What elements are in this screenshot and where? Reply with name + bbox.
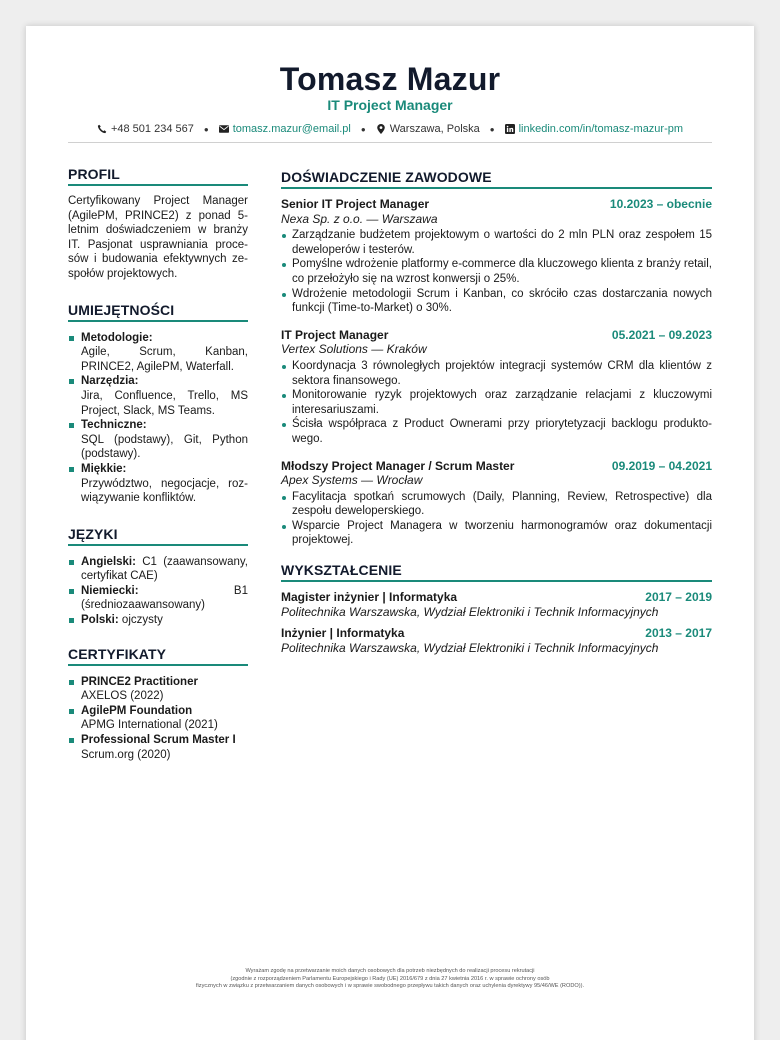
linkedin-link[interactable]: linkedin.com/in/tomasz-mazur-pm xyxy=(518,123,684,135)
certificate-issuer: APMG International (2021) xyxy=(81,719,218,732)
profile-heading: PROFIL xyxy=(68,166,248,186)
list-item xyxy=(68,462,248,506)
contact-phone xyxy=(97,123,194,135)
envelope-icon xyxy=(219,124,229,134)
list-item: Wsparcie Project Managera w tworzeniu harmonogramów oraz dokumentacji projektowej. xyxy=(281,519,712,548)
certificate-name: Professional Scrum Master I xyxy=(81,734,236,747)
certificates-list xyxy=(68,675,248,763)
consent-line: fizycznych w związku z przetwarzaniem danych osobowych i w sprawie swobodnego przepływu takich danych oraz uchylenia dyrektywy 95/46/WE (RODO)). xyxy=(196,983,584,990)
job-company: Apex Systems — Wrocław xyxy=(281,473,423,488)
education-entry xyxy=(281,626,712,655)
list-item xyxy=(68,555,248,584)
skill-value: SQL (podstawy), Git, Python (podstawy). xyxy=(81,433,248,461)
language-label: Niemiecki: xyxy=(81,584,139,597)
job-bullets xyxy=(281,490,712,548)
list-item: Ścisła współpraca z Product Ownerami przy priorytetyzacji backlogu produktowego. xyxy=(281,417,712,446)
consent-line: Wyrażam zgodę na przetwarzanie moich danych osobowych dla potrzeb niezbędnych do realizacji procesu rekrutacji xyxy=(245,968,535,974)
list-item: Pomyślne wdrożenie platformy e-commerce dla kluczowego klienta z branży retail, co przełożyło się na wzrost konwersji o 25%. xyxy=(281,257,712,286)
list-item: Wdrożenie metodologii Scrum i Kanban, co skróciło czas dostarczania nowych funkcji (Time-to-Market) o 30%. xyxy=(281,287,712,316)
education-entry xyxy=(281,590,712,619)
phone-icon xyxy=(97,124,107,134)
education-degree: Magister inżynier | Informatyka xyxy=(281,590,458,605)
skill-label: Metodologie: xyxy=(81,331,153,344)
map-pin-icon xyxy=(376,124,386,134)
list-item: Facylitacja spotkań scrumowych (Daily, Planning, Review, Retrospective) dla zespołu deweloperskiego. xyxy=(281,490,712,519)
job-role: Młodszy Project Manager / Scrum Master xyxy=(281,458,515,473)
languages-section xyxy=(68,526,248,628)
job-entry xyxy=(281,459,712,549)
job-company: Nexa Sp. z o.o. — Warszawa xyxy=(281,211,438,226)
skills-list xyxy=(68,331,248,506)
job-header xyxy=(281,459,712,474)
profile-text: Certyfikowany Project Manager (AgilePM, PRINCE2) z ponad 5-letnim doświadczeniem w branży IT. Pasjonat usprawniania procesów i budowania efektywnych zespołów projektowych. xyxy=(68,195,248,280)
language-value: B1 (średniozaawansowany) xyxy=(81,584,248,612)
certificate-name: PRINCE2 Practitioner xyxy=(81,675,198,688)
job-company: Vertex Solutions — Kraków xyxy=(281,342,427,357)
skills-section xyxy=(68,302,248,506)
separator-dot: ● xyxy=(489,124,495,134)
left-column xyxy=(68,166,248,776)
job-dates: 05.2021 – 09.2023 xyxy=(611,327,712,342)
job-entry xyxy=(281,197,712,316)
resume-header xyxy=(26,26,754,143)
profile-section xyxy=(68,166,248,282)
phone-text: +48 501 234 567 xyxy=(110,123,194,135)
education-dates: 2017 – 2019 xyxy=(645,590,712,605)
skill-label: Techniczne: xyxy=(81,419,147,432)
content-columns xyxy=(68,166,712,776)
list-item xyxy=(68,733,248,762)
education-section xyxy=(281,562,712,655)
right-column xyxy=(281,166,712,776)
email-link[interactable]: tomasz.mazur@email.pl xyxy=(232,123,351,135)
job-dates: 10.2023 – obecnie xyxy=(609,197,712,211)
skills-heading: UMIEJĘTNOŚCI xyxy=(68,302,248,322)
job-entry xyxy=(281,328,712,447)
education-school: Politechnika Warszawska, Wydział Elektroniki i Technik Informacyjnych xyxy=(281,604,659,619)
list-item xyxy=(68,613,248,628)
languages-list xyxy=(68,555,248,628)
education-degree: Inżynier | Informatyka xyxy=(281,626,405,641)
separator-dot: ● xyxy=(360,124,366,134)
contact-linkedin[interactable] xyxy=(505,123,683,135)
contact-email[interactable] xyxy=(219,123,351,135)
gdpr-consent-clause xyxy=(26,968,754,991)
language-label: Angielski: xyxy=(81,555,136,568)
list-item xyxy=(68,331,248,375)
language-value: ojczysty xyxy=(121,614,163,627)
list-item xyxy=(68,418,248,462)
location-text: Warszawa, Polska xyxy=(389,123,480,135)
education-heading: WYKSZTAŁCENIE xyxy=(281,562,712,582)
job-header xyxy=(281,197,712,212)
separator-dot: ● xyxy=(203,124,209,134)
languages-heading: JĘZYKI xyxy=(68,526,248,546)
consent-line: (zgodnie z rozporządzeniem Parlamentu Europejskiego i Rady (UE) 2016/679 z dnia 27 kwietnia 2016 r. w sprawie ochrony osób xyxy=(230,975,550,982)
certificates-heading: CERTYFIKATY xyxy=(68,646,248,666)
candidate-name: Tomasz Mazur xyxy=(279,61,501,97)
skill-value: Agile, Scrum, Kanban, PRINCE2, AgilePM, Waterfall. xyxy=(81,346,248,373)
education-header xyxy=(281,626,712,641)
contact-location xyxy=(376,123,480,135)
certificates-section xyxy=(68,646,248,763)
contact-bar xyxy=(68,123,712,143)
language-label: Polski: xyxy=(81,614,119,627)
skill-label: Miękkie: xyxy=(81,462,127,475)
education-dates: 2013 – 2017 xyxy=(645,626,712,641)
list-item xyxy=(68,584,248,613)
list-item xyxy=(68,704,248,733)
job-role: IT Project Manager xyxy=(281,327,389,342)
certificate-issuer: Scrum.org (2020) xyxy=(81,748,171,761)
experience-heading: DOŚWIADCZENIE ZAWODOWE xyxy=(281,169,712,189)
language-value: C1 (zaawansowany, certyfikat CAE) xyxy=(81,555,248,583)
skill-value: Jira, Confluence, Trello, MS Project, Slack, MS Teams. xyxy=(81,389,248,417)
list-item: Monitorowanie ryzyk projektowych oraz zarządzanie relacjami z kluczowymi interesariuszami. xyxy=(281,388,712,417)
list-item: Zarządzanie budżetem projektowym o wartości do 2 mln PLN oraz zespołem 15 deweloperów i testerów. xyxy=(281,228,712,257)
list-item xyxy=(68,374,248,418)
linkedin-icon xyxy=(505,124,515,134)
education-header xyxy=(281,590,712,605)
certificate-name: AgilePM Foundation xyxy=(81,704,193,717)
certificate-issuer: AXELOS (2022) xyxy=(81,690,164,703)
skill-label: Narzędzia: xyxy=(81,375,139,388)
skill-value: Przywództwo, negocjacje, rozwiązywanie konfliktów. xyxy=(81,477,248,505)
job-bullets xyxy=(281,359,712,447)
job-header xyxy=(281,328,712,343)
list-item xyxy=(68,675,248,704)
experience-section xyxy=(281,169,712,548)
job-role: Senior IT Project Manager xyxy=(281,197,430,211)
education-school: Politechnika Warszawska, Wydział Elektroniki i Technik Informacyjnych xyxy=(281,640,659,655)
resume-page xyxy=(26,26,754,1040)
job-title: IT Project Manager xyxy=(327,97,453,113)
list-item: Koordynacja 3 równoległych projektów integracji systemów CRM dla klientów z sektora finansowego. xyxy=(281,359,712,388)
job-bullets xyxy=(281,228,712,316)
job-dates: 09.2019 – 04.2021 xyxy=(611,458,712,473)
